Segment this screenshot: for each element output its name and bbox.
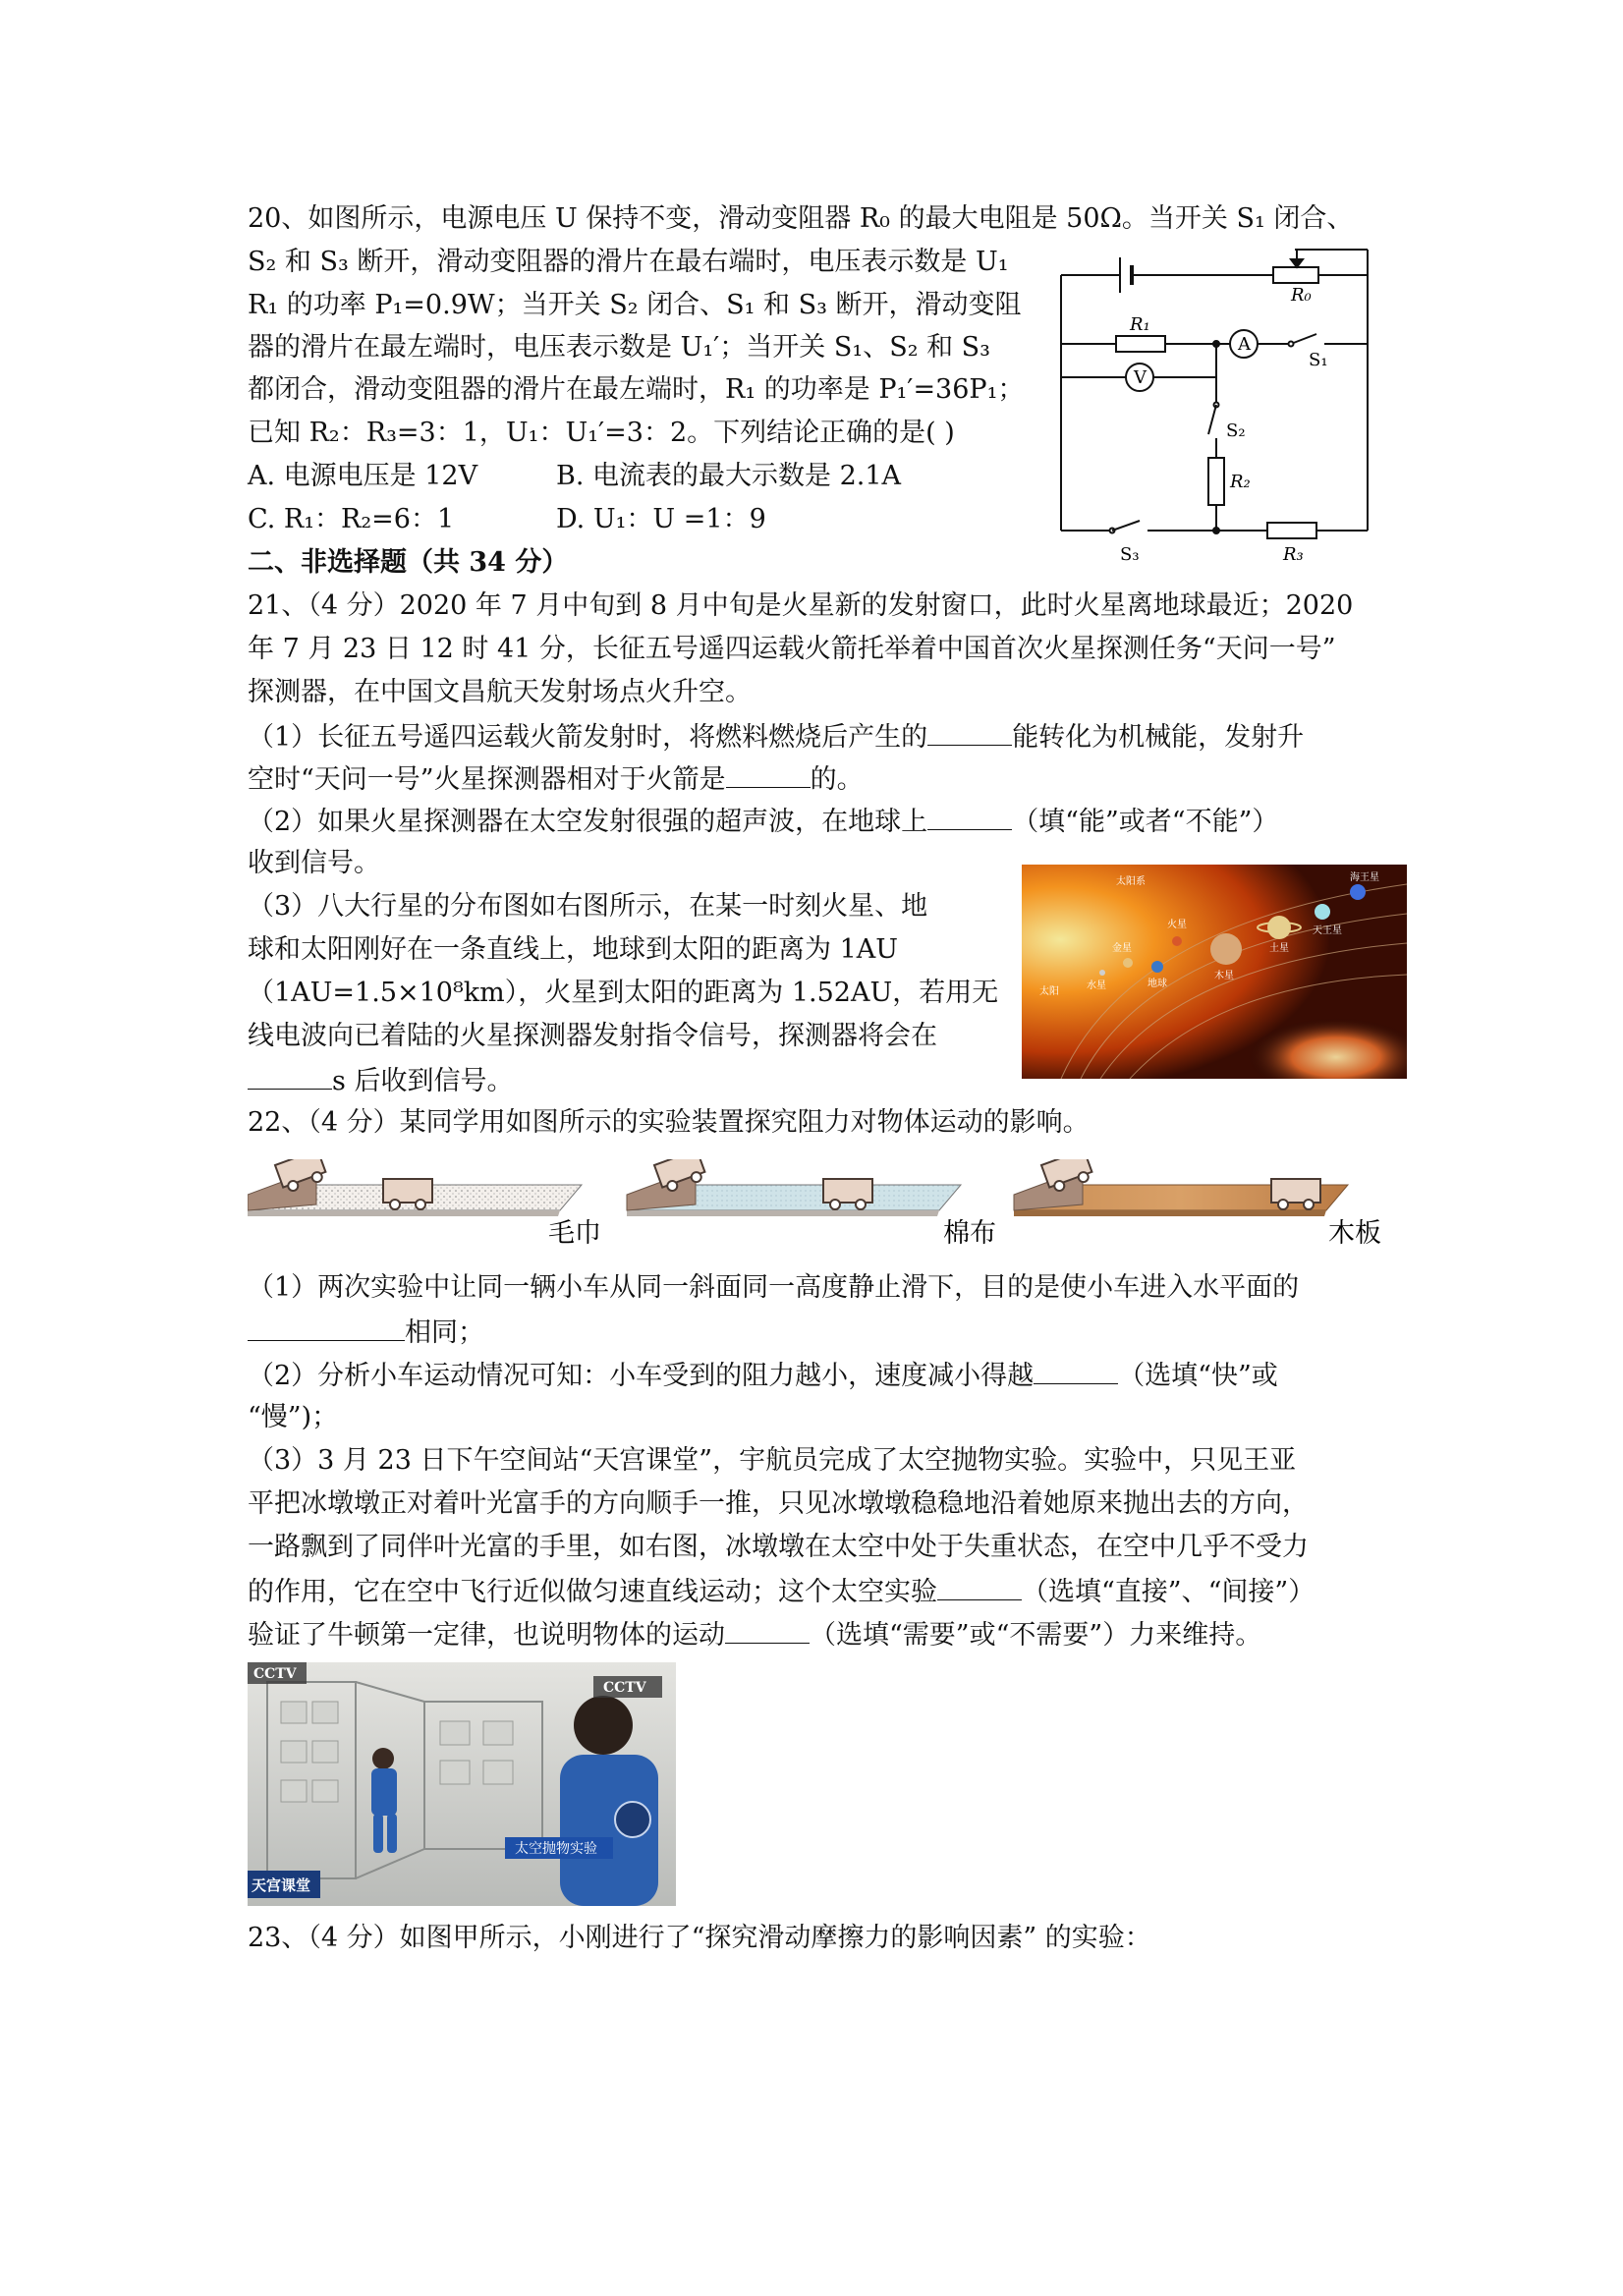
q21-part-3-line-1: （3）八大行星的分布图如右图所示，在某一时刻火星、地	[248, 891, 928, 922]
resistor-r2	[1208, 458, 1224, 505]
q21-p1-text-c: 空时“天问一号”火星探测器相对于火箭是	[248, 764, 726, 795]
planet-mars	[1172, 936, 1182, 946]
q23-intro: 23、（4 分）如图甲所示，小刚进行了“探究滑动摩擦力的影响因素” 的实验：	[248, 1923, 1151, 1953]
q22-p3-text-e-b: （选填“需要”或“不需要”）力来维持。	[810, 1620, 1262, 1651]
q21-p1-blank-1[interactable]	[927, 715, 1012, 746]
q22-p3-text-d-b: （选填“直接”、“间接”）	[1022, 1577, 1315, 1607]
q21-p3-text-e: s 后收到信号。	[332, 1066, 514, 1096]
label-r1: R₁	[1130, 314, 1150, 335]
q22-p3-text-d-a: 的作用，它在空中飞行近似做匀速直线运动；这个太空实验	[248, 1577, 937, 1607]
switch-s1	[1291, 334, 1316, 344]
q22-part-3-line-2: 平把冰墩墩正对着叶光富手的方向顺手一推，只见冰墩墩稳稳地沿着她原来抛出去的方向，	[248, 1488, 1309, 1519]
q22-intro: 22、（4 分）某同学用如图所示的实验装置探究阻力对物体运动的影响。	[248, 1107, 1090, 1138]
q21-part-3-line-3: （1AU=1.5×10⁸km），火星到太阳的距离为 1.52AU，若用无	[248, 978, 999, 1008]
section-2-title: 二、非选择题（共 34 分）	[248, 547, 569, 578]
q21-p1-blank-2[interactable]	[726, 757, 811, 788]
q21-part-3-line-4: 线电波向已着陆的火星探测器发射指令信号，探测器将会在	[248, 1021, 937, 1051]
q20-option-b: B. 电流表的最大示数是 2.1A	[556, 461, 902, 491]
q21-line-3: 探测器，在中国文昌航天发射场点火升空。	[248, 677, 752, 707]
q21-part-3-line-2: 球和太阳刚好在一条直线上，地球到太阳的距离为 1AU	[248, 934, 899, 965]
q22-part-3-line-1: （3）3 月 23 日下午空间站“天宫课堂”，宇航员完成了太空抛物实验。实验中，只见王亚	[248, 1445, 1297, 1476]
label-saturn: 土星	[1269, 943, 1289, 954]
label-jupiter: 木星	[1214, 971, 1234, 981]
label-r3: R₃	[1283, 544, 1304, 565]
q21-p2-text-b: （填“能”或者“不能”）	[1012, 807, 1279, 837]
wood-setup	[1014, 1159, 1348, 1216]
label-mercury: 水星	[1087, 980, 1106, 991]
label-uranus: 天王星	[1313, 925, 1342, 936]
planet-earth	[1151, 961, 1163, 973]
q22-part-3-line-3: 一路飘到了同伴叶光富的手里，如右图，冰墩墩在太空中处于失重状态，在空中几乎不受力	[248, 1532, 1309, 1562]
q20-line-2: S₂ 和 S₃ 断开，滑动变阻器的滑片在最右端时，电压表示数是 U₁	[248, 247, 1009, 277]
label-r2: R₂	[1230, 472, 1251, 492]
q20-line-3: R₁ 的功率 P₁=0.9W；当开关 S₂ 闭合、S₁ 和 S₃ 断开，滑动变阻	[248, 290, 1022, 320]
q20-option-a: A. 电源电压是 12V	[248, 461, 478, 491]
planet-neptune	[1350, 884, 1366, 900]
channel-logo-left: CCTV	[253, 1666, 297, 1682]
surface-label-cotton: 棉布	[943, 1218, 996, 1248]
q21-line-2: 年 7 月 23 日 12 时 41 分，长征五号遥四运载火箭托举着中国首次火星探测任务“天问一号”	[248, 634, 1336, 664]
q22-p3-blank-1[interactable]	[937, 1570, 1022, 1600]
planet-mercury	[1099, 970, 1105, 976]
q21-p2-blank[interactable]	[927, 800, 1012, 830]
q22-part-2-line-1	[248, 1354, 1278, 1397]
q21-line-1: 21、（4 分）2020 年 7 月中旬到 8 月中旬是火星新的发射窗口，此时火星离地球最近；2020	[248, 590, 1354, 621]
label-mars: 火星	[1167, 920, 1187, 930]
resistor-r1	[1116, 336, 1165, 352]
label-sun: 太阳	[1039, 986, 1059, 997]
q21-part-2-line-1	[248, 800, 1278, 843]
q22-p2-text-a: （2）分析小车运动情况可知：小车受到的阻力越小，速度减小得越	[248, 1361, 1035, 1391]
switch-s3	[1112, 521, 1140, 531]
channel-logo-right: CCTV	[603, 1680, 646, 1696]
q22-p2-text-b: （选填“快”或	[1118, 1361, 1278, 1391]
rheostat-r0	[1273, 267, 1318, 283]
label-voltmeter: V	[1134, 367, 1147, 388]
q20-option-d: D. U₁：U =1：9	[556, 504, 766, 534]
switch-s2	[1208, 405, 1216, 434]
q21-part-3-line-5	[248, 1059, 513, 1102]
q22-part-3-line-4	[248, 1570, 1315, 1613]
q22-part-1-line-1: （1）两次实验中让同一辆小车从同一斜面同一高度静止滑下，目的是使小车进入水平面的	[248, 1272, 1300, 1303]
q21-p2-text-a: （2）如果火星探测器在太空发射很强的超声波，在地球上	[248, 807, 928, 837]
label-s2: S₂	[1226, 420, 1246, 441]
q20-line-5: 都闭合，滑动变阻器的滑片在最左端时，R₁ 的功率是 P₁′=36P₁；	[248, 374, 1025, 405]
q22-part-1-line-2	[248, 1311, 484, 1354]
towel-setup	[248, 1159, 582, 1216]
photo-logo: 天宫课堂	[252, 1876, 311, 1894]
planet-saturn	[1267, 916, 1291, 939]
label-ammeter: A	[1238, 334, 1251, 355]
q21-p1-text-b: 能转化为机械能，发射升	[1012, 722, 1305, 753]
label-s3: S₃	[1120, 544, 1140, 565]
q20-option-c: C. R₁：R₂=6：1	[248, 504, 455, 534]
label-s1: S₁	[1309, 350, 1328, 370]
cotton-setup	[627, 1159, 961, 1216]
q22-p1-text-b: 相同；	[405, 1317, 484, 1348]
q21-part-1-line-2	[248, 757, 864, 801]
q21-part-1-line-1	[248, 715, 1304, 758]
q21-p3-blank[interactable]	[248, 1059, 332, 1090]
label-venus: 金星	[1112, 943, 1132, 954]
solar-title: 太阳系	[1116, 876, 1146, 887]
photo-caption: 太空抛物实验	[515, 1841, 597, 1857]
q22-p1-blank[interactable]	[248, 1311, 405, 1341]
resistor-r3	[1267, 523, 1316, 538]
label-earth: 地球	[1147, 979, 1167, 989]
q21-part-2-line-2: 收到信号。	[248, 848, 380, 878]
planet-uranus	[1315, 904, 1330, 920]
label-r0: R₀	[1291, 285, 1312, 306]
circuit-diagram	[1051, 240, 1385, 570]
friction-experiment-figure	[248, 1159, 1413, 1248]
planet-venus	[1123, 958, 1133, 968]
solar-system-image	[1022, 865, 1407, 1079]
surface-label-wood: 木板	[1328, 1218, 1381, 1248]
space-station-photo	[248, 1662, 676, 1906]
q21-p1-text-a: （1）长征五号遥四运载火箭发射时，将燃料燃烧后产生的	[248, 722, 928, 753]
q22-p2-blank[interactable]	[1034, 1354, 1118, 1384]
q22-part-3-line-5	[248, 1613, 1261, 1656]
q20-line-6: 已知 R₂：R₃=3：1，U₁：U₁′=3：2。下列结论正确的是( )	[248, 418, 955, 448]
q22-p3-text-e-a: 验证了牛顿第一定律，也说明物体的运动	[248, 1620, 725, 1651]
q20-line-4: 器的滑片在最左端时，电压表示数是 U₁′；当开关 S₁、S₂ 和 S₃	[248, 332, 990, 363]
q20-line-1: 20、如图所示，电源电压 U 保持不变，滑动变阻器 R₀ 的最大电阻是 50Ω。当开关 S₁ 闭合、	[248, 203, 1354, 234]
q21-p1-text-d: 的。	[810, 764, 864, 795]
q22-part-2-line-2: “慢”)；	[248, 1402, 339, 1432]
q22-p3-blank-2[interactable]	[725, 1613, 810, 1644]
planet-jupiter	[1210, 933, 1242, 965]
surface-label-towel: 毛巾	[548, 1218, 601, 1248]
label-neptune: 海王星	[1350, 872, 1379, 883]
